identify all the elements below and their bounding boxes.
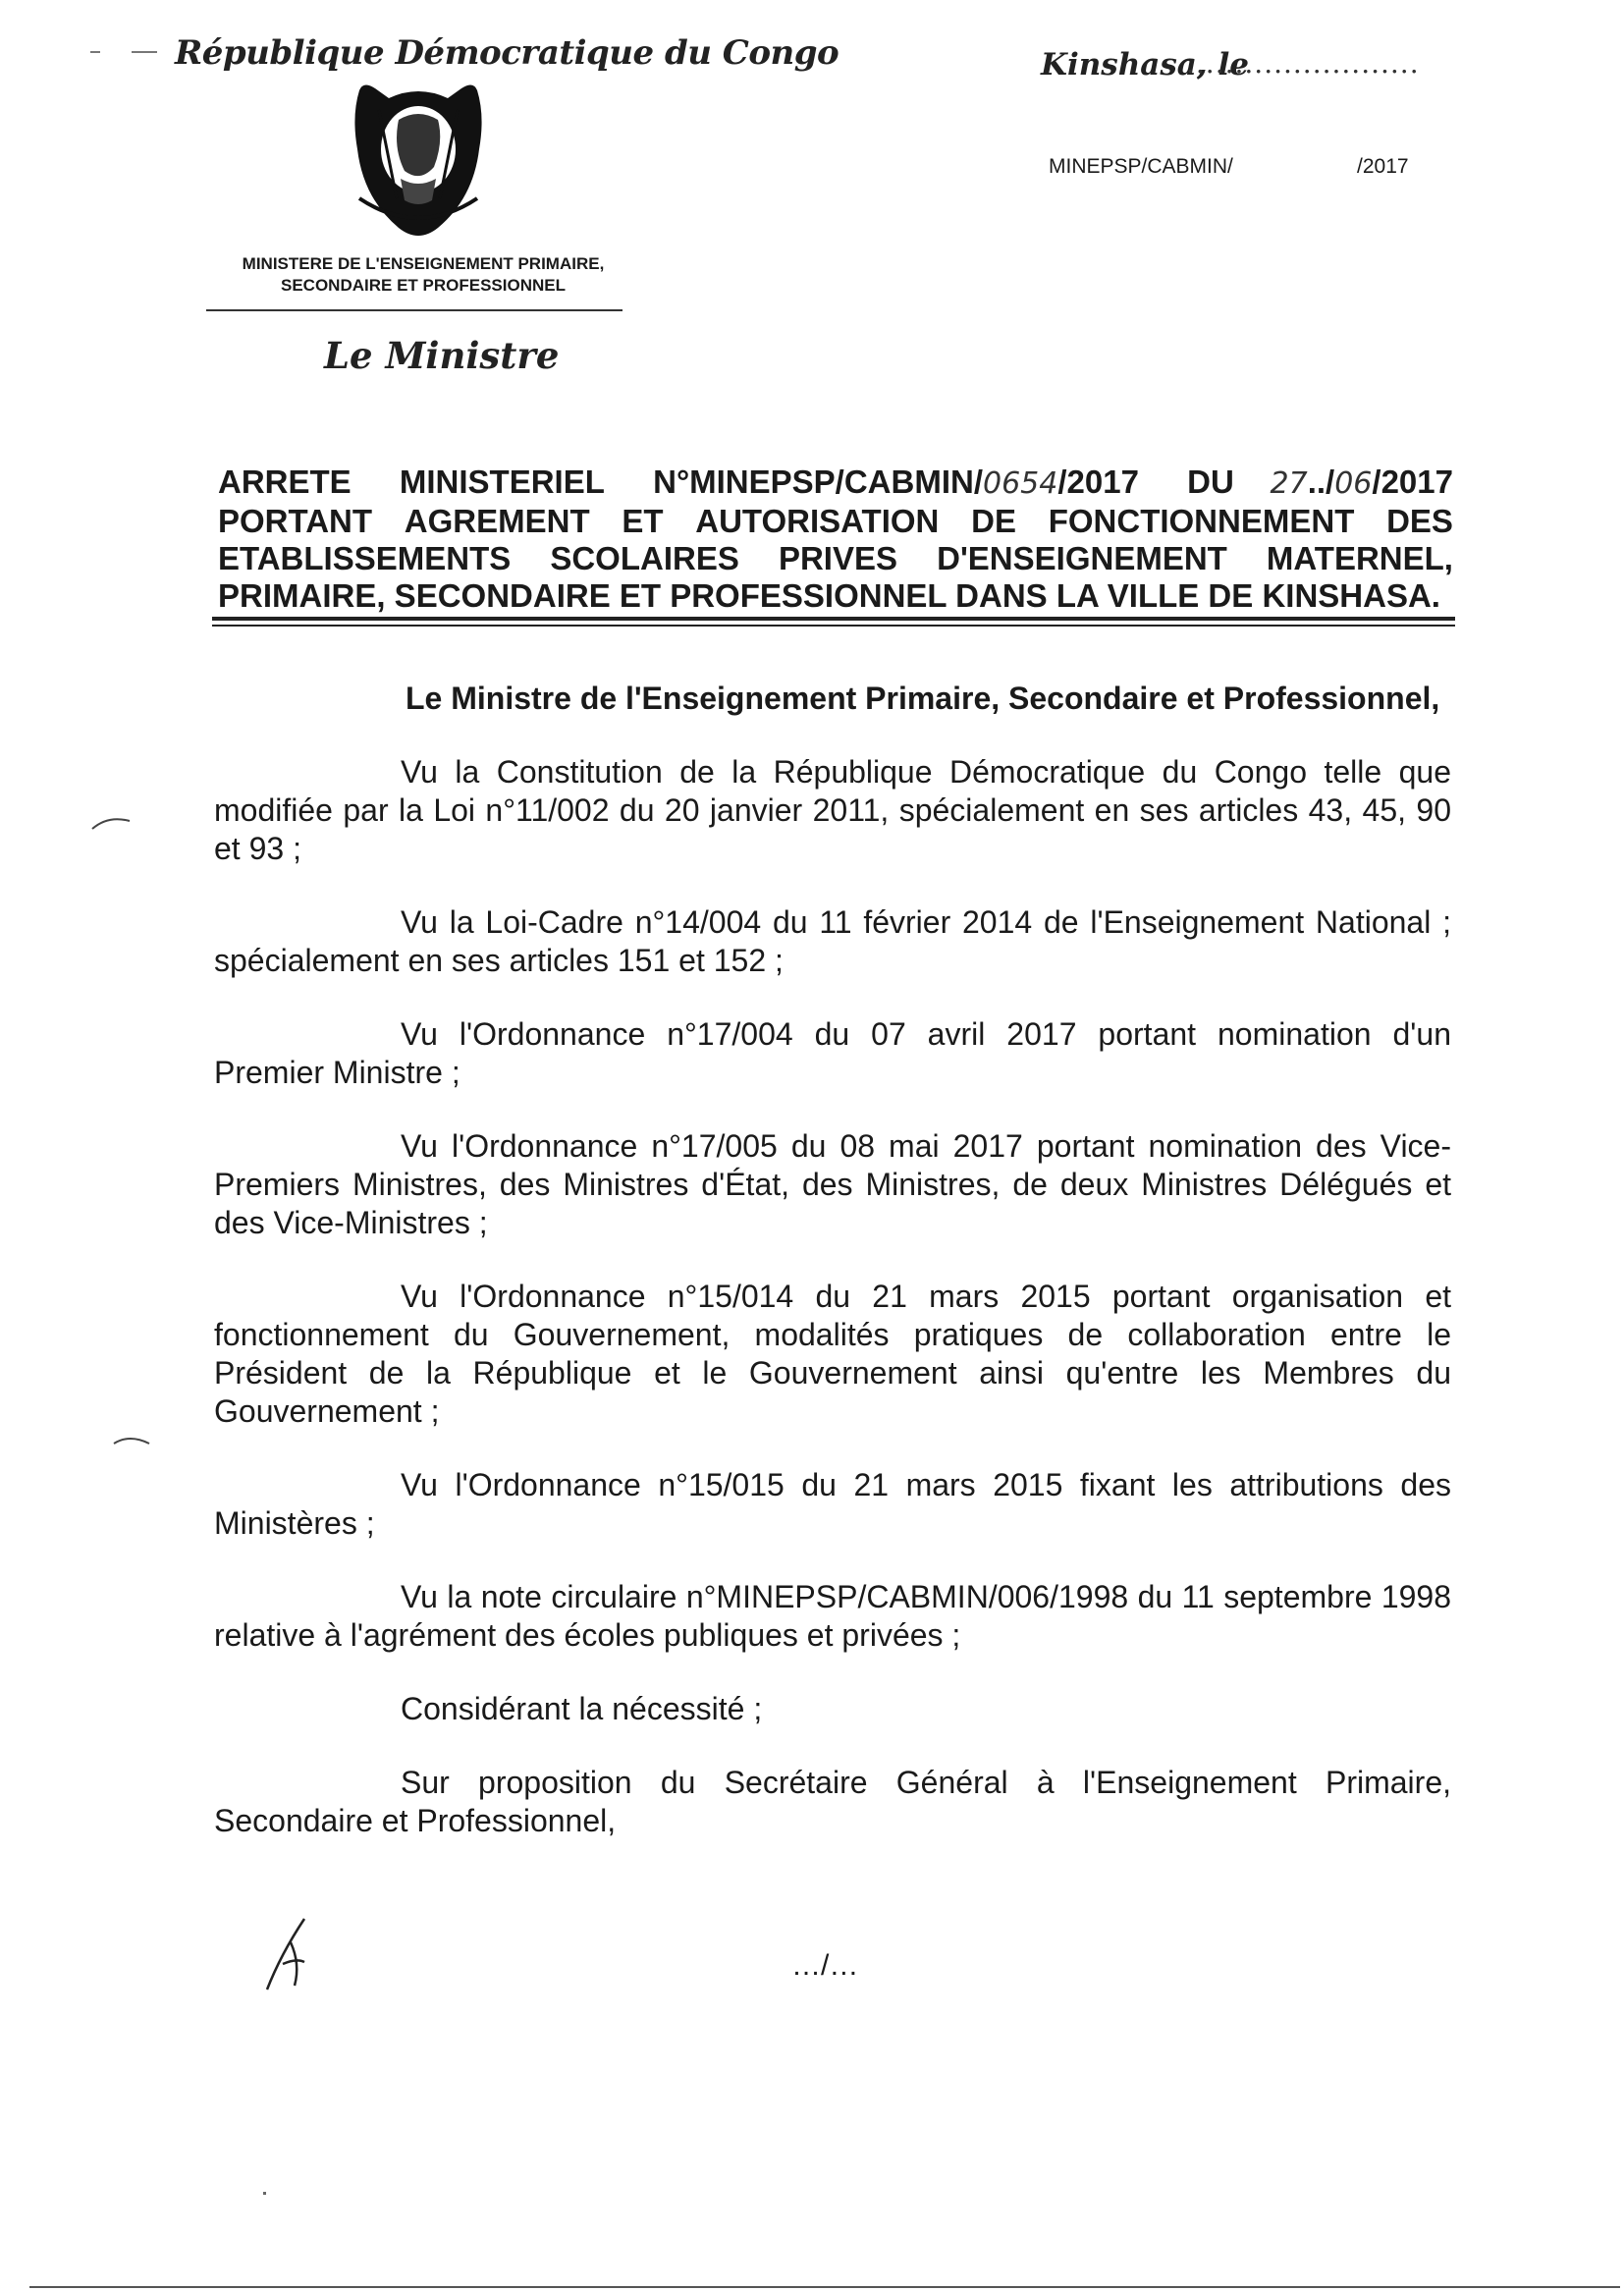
decree-intro: Le Ministre de l'Enseignement Primaire, Secondaire et Professionnel, <box>406 681 1440 716</box>
decree-paragraph: Vu l'Ordonnance n°17/004 du 07 avril 2017 portant nomination d'un Premier Ministre ; <box>214 1016 1451 1090</box>
decree-word: AGREMENT <box>404 503 590 539</box>
title-underline-thin <box>212 625 1455 627</box>
decree-paragraph: Vu la Loi-Cadre n°14/004 du 11 février 2014 de l'Enseignement National ; spécialement en ses articles 151 et 152 ; <box>214 904 1451 978</box>
decree-paragraph: Vu l'Ordonnance n°15/014 du 21 mars 2015 portant organisation et fonctionnement du Gouvernement, modalités pratiques de collaboration entre le Président de la République et le Gouvernement ainsi qu'entre les Membres du Gouvernement ; <box>214 1279 1451 1429</box>
decree-reference <box>653 464 1139 503</box>
handwritten-month: 06 <box>1334 466 1373 501</box>
decree-paragraph: Considérant la nécessité ; <box>401 1691 763 1726</box>
decree-ref-prefix: N°MINEPSP/CABMIN/ <box>653 464 983 500</box>
margin-mark <box>90 811 132 833</box>
decree-word: DE <box>971 503 1016 539</box>
ministry-name <box>192 253 654 297</box>
decree-word: ETABLISSEMENTS <box>218 540 512 576</box>
handwritten-day: 27 <box>1270 466 1308 501</box>
ministry-name-line1: MINISTERE DE L'ENSEIGNEMENT PRIMAIRE, <box>242 254 605 273</box>
signatory-title: Le Ministre <box>324 334 560 377</box>
decree-paragraph: Vu la Constitution de la République Démocratique du Congo telle que modifiée par la Loi n°11/002 du 20 janvier 2011, spécialement en ses articles 43, 45, 90 et 93 ; <box>214 754 1451 866</box>
decree-word: AUTORISATION <box>695 503 940 539</box>
decree-date: DU 27../06/2017 <box>1187 464 1453 501</box>
page-edge-line <box>29 2286 1620 2288</box>
republic-title: République Démocratique du Congo <box>175 33 839 73</box>
ministry-name-line2: SECONDAIRE ET PROFESSIONNEL <box>281 276 566 295</box>
continued-marker: …/… <box>791 1949 859 1982</box>
drc-coat-of-arms-icon <box>350 81 487 245</box>
handwritten-decree-number: 0654 <box>983 466 1058 501</box>
decree-title <box>218 464 1453 615</box>
decree-title-line2 <box>218 503 1453 540</box>
scan-artifact <box>132 51 157 53</box>
decree-title-line4 <box>218 577 1453 615</box>
decree-ref-suffix: /2017 <box>1057 464 1139 500</box>
ministry-divider <box>206 309 623 311</box>
decree-word: PRIVES <box>778 540 898 576</box>
place-label: Kinshasa, le <box>1041 47 1249 82</box>
decree-word: MATERNEL, <box>1266 540 1453 576</box>
decree-title-line4-text: PRIMAIRE, SECONDAIRE ET PROFESSIONNEL DANS LA VILLE DE KINSHASA. <box>218 577 1440 614</box>
decree-paragraph: Vu l'Ordonnance n°15/015 du 21 mars 2015 fixant les attributions des Ministères ; <box>214 1467 1451 1541</box>
scan-artifact <box>263 2192 266 2195</box>
decree-body <box>214 680 1451 1876</box>
title-underline <box>212 617 1455 621</box>
decree-title-line3 <box>218 540 1453 577</box>
place-date-dots: ........................ <box>1186 47 1420 80</box>
decree-paragraph: Vu l'Ordonnance n°17/005 du 08 mai 2017 portant nomination des Vice-Premiers Ministres, des Ministres d'État, des Ministres, de deux Ministres Délégués et des Vice-Ministres ; <box>214 1128 1451 1240</box>
decree-paragraph: Vu la note circulaire n°MINEPSP/CABMIN/006/1998 du 11 septembre 1998 relative à l'agrément des écoles publiques et privées ; <box>214 1579 1451 1653</box>
decree-word: ARRETE <box>218 464 352 500</box>
decree-word: MINISTERIEL <box>399 464 605 500</box>
decree-word: ET <box>622 503 664 539</box>
decree-word: D'ENSEIGNEMENT <box>937 540 1227 576</box>
reference-year: /2017 <box>1357 155 1409 178</box>
decree-du: DU <box>1187 464 1234 500</box>
handwritten-initial-icon <box>261 1915 330 1993</box>
decree-paragraph: Sur proposition du Secrétaire Général à l'Enseignement Primaire, Secondaire et Professionnel, <box>214 1765 1451 1838</box>
reference-prefix: MINEPSP/CABMIN/ <box>1049 155 1233 178</box>
decree-word: SCOLAIRES <box>550 540 739 576</box>
decree-word: FONCTIONNEMENT <box>1048 503 1355 539</box>
decree-date-suffix: /2017 <box>1372 464 1453 500</box>
decree-word: DES <box>1386 503 1453 539</box>
scan-artifact <box>90 51 100 53</box>
margin-mark <box>112 1432 151 1451</box>
decree-word: PORTANT <box>218 503 373 539</box>
decree-title-line1 <box>218 464 1453 503</box>
